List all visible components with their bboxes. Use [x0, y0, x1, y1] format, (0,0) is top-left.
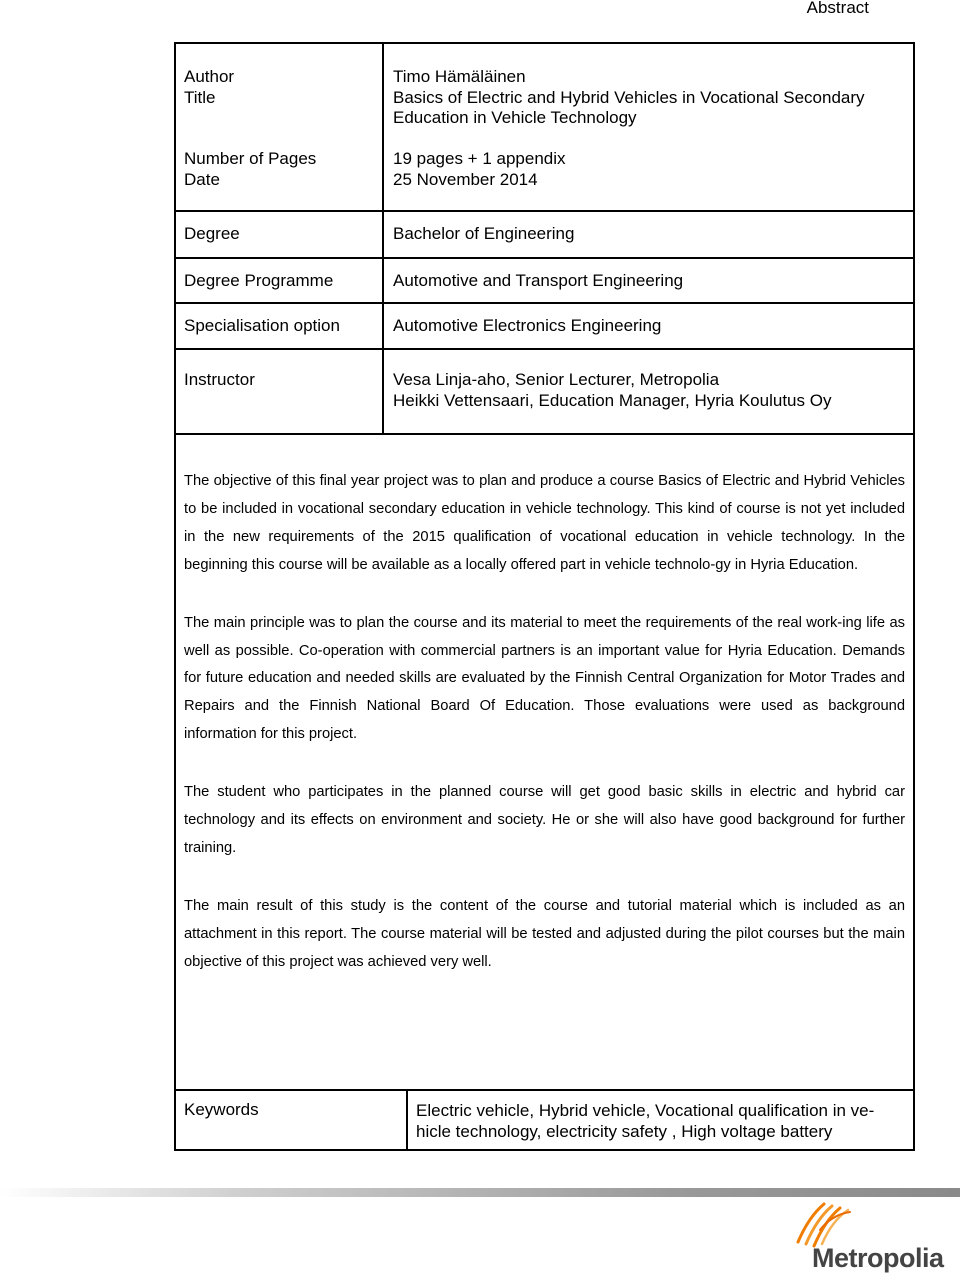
pages-value: 19 pages + 1 appendix [393, 149, 566, 168]
programme-row [176, 259, 913, 304]
programme-label: Degree Programme [176, 259, 384, 302]
author-title-values [384, 44, 913, 210]
page-header-label: Abstract [806, 0, 869, 17]
date-value: 25 November 2014 [393, 169, 538, 189]
keywords-label: Keywords [176, 1091, 408, 1149]
specialisation-value: Automotive Electronics Engineering [393, 316, 662, 335]
footer-gradient-bar [0, 1188, 960, 1197]
author-label: Author [184, 67, 235, 86]
author-title-labels [176, 44, 384, 210]
abstract-paragraph: The student who participates in the planned course will get good basic skills in electric and hybrid car technology and its effects on environment and society. He or she will also have good background for further training. [184, 784, 905, 856]
abstract-paragraph: The objective of this final year project was to plan and produce a course Basics of Electric and Hybrid Vehicles to be included in vocational secondary education in vehicle technology. This kind of course is not yet included in the new requirements of the 2015 qualification of vocational education in vehicle technology. In the beginning this course will be available as a locally offered part in vehicle technolo-gy in Hyria Education. [184, 473, 905, 573]
date-label: Date [184, 169, 220, 189]
instructor-row [176, 350, 913, 433]
degree-label: Degree [176, 212, 384, 257]
title-label: Title [184, 87, 216, 107]
metropolia-logo-text: Metropolia [812, 1243, 944, 1273]
instructor-values [384, 350, 913, 433]
abstract-paragraph: The main result of this study is the content of the course and tutorial material which is included as an attachment in this report. The course material will be tested and adjusted during the pilot courses but the main objective of this project was achieved very well. [184, 897, 905, 970]
metadata-table [174, 42, 915, 435]
abstract-body [174, 430, 915, 1090]
pages-label: Number of Pages [184, 149, 317, 168]
instructor-label: Instructor [176, 350, 384, 433]
degree-row [176, 212, 913, 259]
specialisation-row [176, 304, 913, 350]
title-value-line2: Education in Vehicle Technology [393, 108, 637, 127]
abstract-paragraph: The main principle was to plan the course and its material to meet the requirements of the real work-ing life as well as possible. Co-operation with commercial partners is an important value for Hyria Education. Demands for future education and needed skills are evaluated by the Finnish Central Organization for Motor Trades and Repairs and the Finnish National Board Of Education. Those evaluations were used as background information for this project. [184, 614, 905, 743]
author-value: Timo Hämäläinen [393, 67, 526, 86]
author-title-row [176, 44, 913, 212]
specialisation-label: Specialisation option [176, 304, 384, 348]
keywords-value: Electric vehicle, Hybrid vehicle, Vocational qualification in ve-hicle technology, electricity safety , High voltage battery [416, 1101, 875, 1141]
title-value-line1: Basics of Electric and Hybrid Vehicles in Vocational Secondary [393, 87, 865, 107]
instructor-1: Vesa Linja-aho, Senior Lecturer, Metropolia [393, 370, 720, 389]
degree-value: Bachelor of Engineering [393, 224, 575, 243]
programme-value: Automotive and Transport Engineering [393, 271, 684, 290]
keywords-table [174, 1089, 915, 1151]
instructor-2: Heikki Vettensaari, Education Manager, Hyria Koulutus Oy [393, 390, 832, 410]
